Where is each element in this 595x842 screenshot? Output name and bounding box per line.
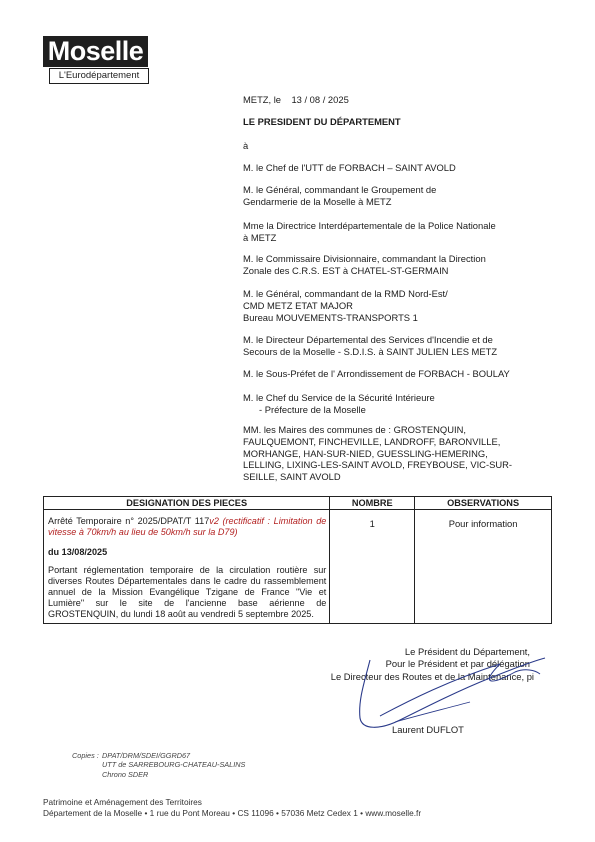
footer-department: Patrimoine et Aménagement des Territoires: [43, 797, 202, 807]
copy-item: UTT de SARREBOURG-CHATEAU-SALINS: [102, 760, 246, 770]
signature-line-directeur: Le Directeur des Routes et de la Maintenance, pi: [330, 670, 534, 682]
header-nombre: NOMBRE: [330, 497, 415, 510]
copies-list: [102, 751, 245, 779]
table-row: [44, 510, 552, 624]
rectificatif-note: (rectificatif : Limitation de vitesse à 70km/h au lieu de 50km/h sur la D79): [48, 516, 327, 537]
moselle-logo: [43, 36, 148, 84]
to-label: à: [243, 140, 249, 151]
designation-cell: [44, 510, 330, 624]
signature-line-delegation: Pour le Président et par délégation: [385, 658, 530, 670]
copies-label: Copies :: [72, 751, 99, 760]
recipient-maires: MM. les Maires des communes de : GROSTENQUIN, FAULQUEMONT, FINCHEVILLE, LANDROFF, BARONVILLE, MORHANGE, HAN-SUR-NIED, GUESSLING-HEMERING, LELLING, LIXING-LES-SAINT AVOLD, FREYBOUSE, VIC-SUR- SEILLE, SAINT AVOLD: [243, 424, 512, 483]
recipient-gendarmerie: M. le Général, commandant le Groupement de Gendarmerie de la Moselle à METZ: [243, 184, 437, 207]
recipient-crs: M. le Commissaire Divisionnaire, commandant la Direction Zonale des C.R.S. EST à CHATEL-ST-GERMAIN: [243, 253, 486, 276]
arrete-line: [48, 516, 326, 538]
signature-line-president: Le Président du Département,: [404, 646, 530, 657]
recipient-securite: M. le Chef du Service de la Sécurité Intérieure: [243, 392, 435, 403]
copy-item: Chrono SDER: [102, 769, 149, 779]
copy-item: DPAT/DRM/SDEI/GGRD67: [102, 751, 191, 760]
table-header-row: [44, 497, 552, 510]
recipient-prefecture: - Préfecture de la Moselle: [259, 404, 366, 415]
recipient-utt: M. le Chef de l'UTT de FORBACH – SAINT AVOLD: [243, 162, 456, 173]
header-designation: DESIGNATION DES PIECES: [44, 497, 330, 510]
arrete-date: du 13/08/2025: [48, 546, 108, 557]
recipient-police: Mme la Directrice Interdépartementale de la Police Nationale à METZ: [243, 220, 496, 243]
footer-address: Département de la Moselle • 1 rue du Pont Moreau • CS 11096 • 57036 Metz Cedex 1 • www.moselle.fr: [43, 808, 422, 818]
nombre-cell: 1: [330, 510, 415, 624]
header-observations: OBSERVATIONS: [415, 497, 552, 510]
recipient-rmd: M. le Général, commandant de la RMD Nord-Est/ CMD METZ ETAT MAJOR Bureau MOUVEMENTS-TRANSPORTS 1: [243, 288, 448, 323]
arrete-number: Arrêté Temporaire n° 2025/DPAT/T 117: [48, 516, 210, 526]
arrete-description: Portant réglementation temporaire de la circulation routière sur diverses Routes Départementales dans le cadre du rassemblement annuel de la Mission Evangélique Tzigane de France "Vie et Lumière" sur le site de l'ancienne base aérienne de GROSTENQUIN, du lundi 18 août au vendredi 5 septembre 2025.: [48, 565, 327, 619]
arrete-version: v2: [209, 516, 219, 526]
logo-tagline: L'Eurodépartement: [49, 68, 149, 84]
pieces-table: [43, 496, 552, 624]
signatory-name: Laurent DUFLOT: [392, 724, 464, 735]
recipient-sous-prefet: M. le Sous-Préfet de l' Arrondissement de FORBACH - BOULAY: [243, 368, 510, 379]
place-date: METZ, le 13 / 08 / 2025: [243, 94, 349, 105]
logo-name: Moselle: [43, 36, 148, 67]
sender-title: LE PRESIDENT DU DÉPARTEMENT: [243, 116, 401, 127]
recipient-sdis: M. le Directeur Départemental des Services d'Incendie et de Secours de la Moselle - S.D.I.S. à SAINT JULIEN LES METZ: [243, 334, 498, 357]
observations-cell: Pour information: [415, 510, 552, 624]
